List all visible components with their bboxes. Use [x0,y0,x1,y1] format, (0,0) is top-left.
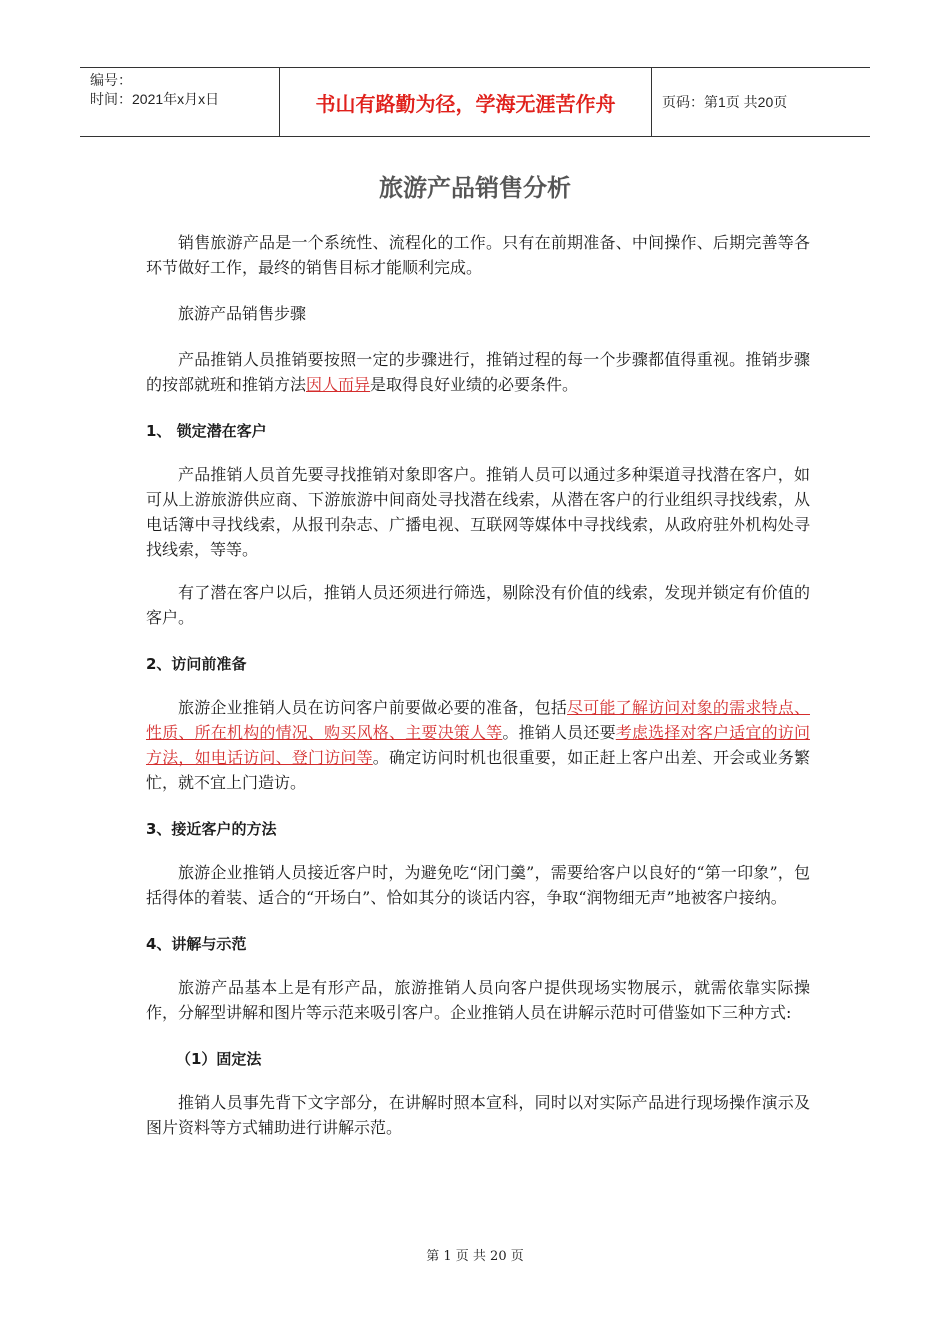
highlight-text-2: 考虑选择对客户适宜的访问方法，如电话访问、登门访问等 [146,723,810,767]
section-2-text-3: 。确定访问时机也很重要，如正赶上客户出差、开会或业务繁忙，就不宜上门造访。 [146,748,810,792]
section-2-text-1: 旅游企业推销人员在访问客户前要做必要的准备，包括 [178,698,568,717]
header-meta [80,68,280,136]
time-label: 时间：2021年x月x日 [90,91,220,107]
subsection-1-heading: （1）固定法 [176,1050,262,1068]
highlight-text-1: 尽可能了解访问对象的需求特点、性质、所在机构的情况、购买风格、主要决策人等 [146,698,810,742]
section-1-paragraph-1: 产品推销人员首先要寻找推销对象即客户。推销人员可以通过多种渠道寻找潜在客户，如可从上游旅游供应商、下游旅游中间商处寻找潜在线索，从潜在客户的行业组织寻找线索，从电话簿中寻找线索，从报刊杂志、广播电视、互联网等媒体中寻找线索，从政府驻外机构处寻找线索，等等。 [146,465,810,559]
section-4-heading: 4、讲解与示范 [146,935,247,953]
section-2-text-2: 。推销人员还要 [502,723,616,742]
intro-paragraph: 销售旅游产品是一个系统性、流程化的工作。只有在前期准备、中间操作、后期完善等各环节做好工作，最终的销售目标才能顺利完成。 [146,233,810,277]
section-4-paragraph: 旅游产品基本上是有形产品，旅游推销人员向客户提供现场实物展示，就需依靠实际操作，分解型讲解和图片等示范来吸引客户。企业推销人员在讲解示范时可借鉴如下三种方式: [146,978,810,1022]
highlight-text: 因人而异 [306,375,371,394]
steps-intro-text-end: 是取得良好业绩的必要条件。 [370,375,579,394]
section-1-heading: 1、 锁定潜在客户 [146,422,267,440]
section-1-paragraph-2: 有了潜在客户以后，推销人员还须进行筛选，剔除没有价值的线索，发现并锁定有价值的客户。 [146,583,810,627]
steps-intro-paragraph [146,347,810,397]
section-2-paragraph [146,695,810,795]
section-2-heading: 2、访问前准备 [146,655,247,673]
page-footer: 第 1 页 共 20 页 [426,1249,524,1264]
header-motto: 书山有路勤为径，学海无涯苦作舟 [280,68,652,136]
number-label: 编号： [90,72,132,88]
header-page-info: 页码：第1页 共20页 [662,94,788,110]
section-3-paragraph: 旅游企业推销人员接近客户时，为避免吃“闭门羹”，需要给客户以良好的“第一印象”，包括得体的着装、适合的“开场白”、恰如其分的谈话内容，争取“润物细无声”地被客户接纳。 [146,863,810,907]
document-body [146,230,810,1140]
document-header [80,67,870,137]
subsection-1-paragraph: 推销人员事先背下文字部分，在讲解时照本宣科，同时以对实际产品进行现场操作演示及图片资料等方式辅助进行讲解示范。 [146,1093,810,1137]
section-3-heading: 3、接近客户的方法 [146,820,277,838]
document-title: 旅游产品销售分析 [379,174,571,202]
steps-heading: 旅游产品销售步骤 [178,304,307,323]
steps-intro-text: 产品推销人员推销要按照一定的步骤进行，推销过程的每一个步骤都值得重视。推销步骤的按部就班和推销方法 [146,350,810,394]
